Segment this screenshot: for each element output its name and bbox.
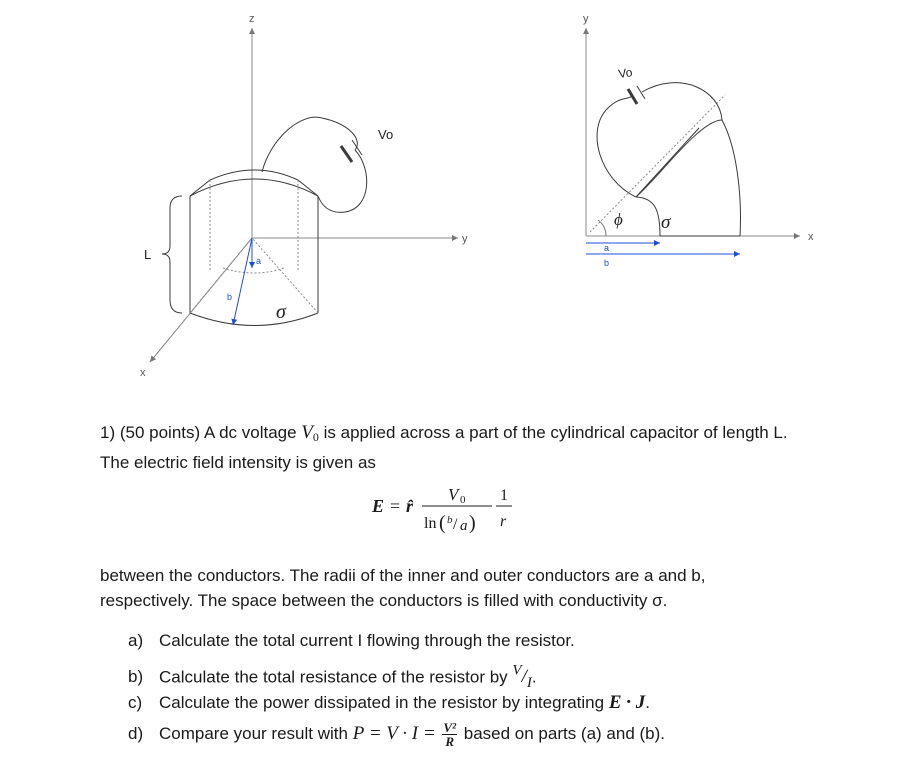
question-text: Compare your result with bbox=[159, 724, 353, 743]
right-radius-b-label: b bbox=[604, 258, 610, 268]
question-label: c) bbox=[128, 693, 143, 712]
outer-bottom-arc bbox=[190, 313, 318, 326]
v2r-fraction bbox=[442, 721, 457, 748]
formula-a: a bbox=[460, 518, 468, 534]
right-axis-x-label: x bbox=[808, 231, 814, 243]
problem-after-formula bbox=[100, 563, 705, 613]
question-item bbox=[128, 659, 665, 690]
question-text: Calculate the power dissipated in the resistor by integrating bbox=[159, 693, 609, 712]
question-end: based on parts (a) and (b). bbox=[463, 724, 666, 743]
formula-paren-open: ( bbox=[439, 512, 446, 534]
right-battery-short bbox=[637, 86, 645, 99]
length-label: L bbox=[144, 247, 152, 262]
question-item bbox=[128, 628, 665, 659]
formula-slash: / bbox=[453, 516, 458, 533]
right-inner-edge bbox=[636, 128, 699, 197]
right-inner-arc bbox=[636, 197, 660, 236]
formula-unit-vector: r̂ bbox=[406, 496, 414, 516]
question-end: . bbox=[645, 693, 650, 712]
left-axis-z-label: z bbox=[249, 13, 255, 25]
right-sigma-label: σ bbox=[661, 212, 671, 233]
formula-r: r bbox=[500, 513, 507, 530]
outer-top-arc bbox=[190, 179, 318, 196]
right-outer-arc bbox=[636, 120, 740, 236]
formula-numerator-sub: 0 bbox=[460, 494, 466, 506]
dotted-inner-bottom bbox=[223, 268, 284, 273]
ej-math: E · J bbox=[608, 692, 646, 713]
question-item bbox=[128, 721, 665, 752]
after-line1: between the conductors. The radii of the inner and outer conductors are a and b, bbox=[100, 566, 706, 585]
question-list bbox=[128, 628, 665, 752]
question-end: . bbox=[531, 667, 537, 687]
v0-subscript: 0 bbox=[312, 430, 319, 444]
question-text: Calculate the total current I flowing through the resistor. bbox=[159, 631, 575, 650]
question-text: Calculate the total resistance of the resistor by bbox=[159, 667, 513, 687]
vi-numerator: V bbox=[512, 663, 522, 679]
left-axis-x-label: x bbox=[140, 367, 146, 379]
formula-equals: = bbox=[390, 496, 401, 516]
wire-right bbox=[318, 150, 367, 212]
right-axis-y-label: y bbox=[583, 13, 589, 25]
phi-label: ϕ bbox=[614, 210, 623, 229]
right-voltage-label: Vo bbox=[617, 65, 634, 81]
v2r-numerator: V² bbox=[443, 720, 456, 736]
field-formula bbox=[370, 482, 530, 542]
wire-left bbox=[262, 117, 357, 172]
question-label: d) bbox=[128, 724, 144, 743]
intro-suffix: is applied across a part of the cylindrical capacitor of length L. bbox=[318, 423, 788, 442]
right-battery-long bbox=[628, 89, 637, 104]
right-wire-top bbox=[642, 83, 722, 120]
question-item bbox=[128, 690, 665, 721]
vi-fraction: $^V/_I$ bbox=[512, 663, 532, 692]
formula-b: b bbox=[447, 514, 453, 526]
v2r-denominator: R bbox=[445, 734, 455, 750]
vi-denominator: I bbox=[526, 675, 532, 692]
formula-ln: ln bbox=[424, 515, 437, 532]
intro-prefix: 1) (50 points) A dc voltage bbox=[100, 423, 302, 442]
formula-lhs: E bbox=[372, 496, 385, 516]
left-radius-b-label: b bbox=[227, 292, 233, 302]
left-radius-a-label: a bbox=[256, 256, 262, 266]
left-axis-y-label: y bbox=[462, 233, 468, 245]
right-radius-a-label: a bbox=[604, 243, 610, 253]
formula-paren-close: ) bbox=[469, 512, 476, 534]
formula-numerator: V bbox=[448, 485, 459, 504]
after-line2: respectively. The space between the conductors is filled with conductivity σ. bbox=[100, 591, 668, 610]
intro-line2: The electric field intensity is given as bbox=[100, 453, 376, 472]
right-wire bbox=[597, 96, 636, 197]
battery-plate-long bbox=[341, 146, 352, 162]
radius-b-arrow bbox=[233, 238, 252, 325]
question-label: a) bbox=[128, 631, 144, 650]
power-math: P = V · I = bbox=[352, 723, 436, 744]
length-brace bbox=[162, 196, 182, 313]
left-figure bbox=[150, 28, 458, 362]
v0-symbol: V bbox=[301, 422, 313, 443]
formula-one: 1 bbox=[500, 487, 508, 504]
left-sigma-label: σ bbox=[276, 301, 286, 323]
question-label: b) bbox=[128, 667, 144, 687]
left-voltage-label: Vo bbox=[378, 127, 394, 142]
problem-intro bbox=[100, 420, 788, 475]
